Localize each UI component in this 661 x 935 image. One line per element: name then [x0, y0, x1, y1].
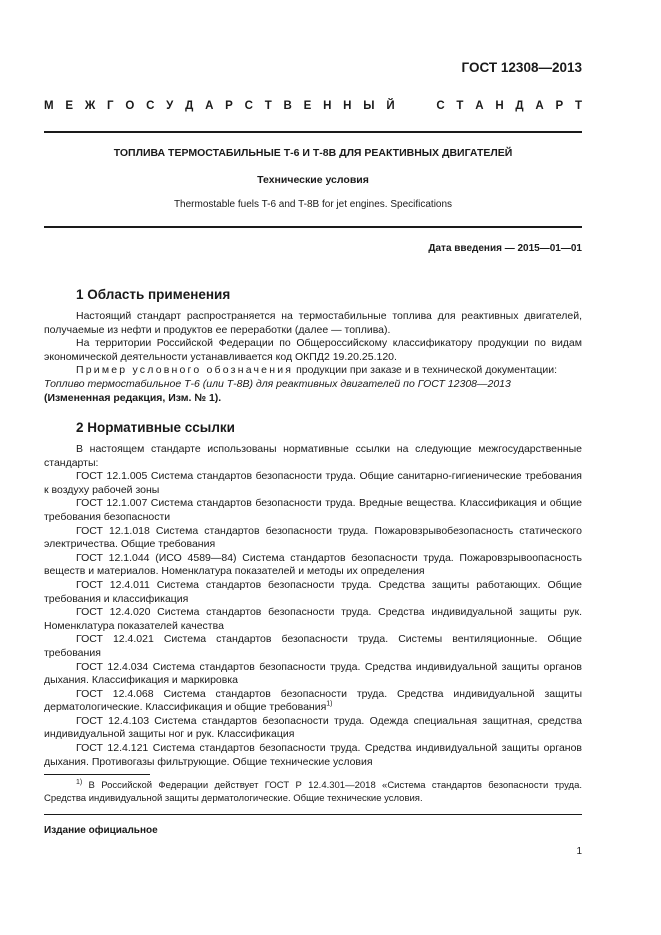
banner-letter: Р: [555, 100, 564, 112]
reference-item: [44, 688, 582, 715]
footnote-text: В Российской Федерации действует ГОСТ Р 12.4.301—2018 «Система стандартов безопасности труда. Средства индивидуальной защиты дерматологические. Общие технические условия.: [44, 780, 582, 804]
banner-letter: Т: [574, 100, 582, 112]
reference-item: ГОСТ 12.4.034 Система стандартов безопасности труда. Средства индивидуальной защиты органов дыхания. Классификация и маркировка: [44, 660, 582, 687]
footnote-number: 1): [76, 778, 83, 786]
section-1-heading: 1 Область применения: [76, 287, 231, 302]
header-rule: [44, 131, 582, 133]
gost-code: ГОСТ 12308—2013: [461, 60, 582, 75]
footnote-rule: [44, 774, 150, 775]
banner-letter: Е: [65, 100, 74, 112]
reference-item: ГОСТ 12.4.011 Система стандартов безопасности труда. Средства защиты работающих. Общие требования и классификация: [44, 578, 582, 605]
example-designation: Топливо термостабильное Т-6 (или Т-8В) для реактивных двигателей по ГОСТ 12308—2013: [44, 377, 511, 390]
reference-item: ГОСТ 12.1.005 Система стандартов безопасности труда. Общие санитарно-гигиенические требования к воздуху рабочей зоны: [44, 470, 582, 496]
banner-letter: Н: [343, 100, 352, 112]
footnote: [44, 779, 582, 805]
page-number: 1: [576, 846, 582, 857]
reference-item: ГОСТ 12.1.044 (ИСО 4589—84) Система стандартов безопасности труда. Пожаровзрывоопасность веществ и материалов. Номенклатура показателей и методы их определения: [44, 551, 582, 578]
banner-letter: С: [244, 100, 253, 112]
section-1-paragraph: На территории Российской Федерации по Общероссийскому классификатору продукции по видам экономической деятельности устанавливается код ОКПД2 19.20.25.120.: [44, 337, 582, 363]
banner-letter: Р: [225, 100, 233, 112]
document-subtitle: Технические условия: [257, 174, 369, 186]
banner-letter: Н: [323, 100, 332, 112]
banner-letter: М: [44, 100, 54, 112]
edition-rule: [44, 814, 582, 815]
banner-letter: Д: [185, 100, 194, 112]
banner-letter: Ы: [363, 100, 375, 112]
section-2-heading: 2 Нормативные ссылки: [76, 420, 235, 435]
designation-example: [44, 364, 582, 378]
interstate-standard-banner: [44, 100, 582, 112]
banner-letter: С: [436, 100, 445, 112]
reference-item: ГОСТ 12.4.021 Система стандартов безопасности труда. Системы вентиляционные. Общие требования: [44, 633, 582, 659]
reference-text: ГОСТ 12.4.068 Система стандартов безопасности труда. Средства индивидуальной защиты дерматологические. Классификация и общие требования: [44, 687, 582, 714]
introduction-date: Дата введения — 2015—01—01: [428, 243, 582, 254]
example-text: продукции при заказе и в технической документации:: [293, 364, 558, 377]
banner-letter: У: [166, 100, 174, 112]
banner-letter: Т: [456, 100, 464, 112]
banner-letter: [421, 100, 424, 112]
banner-letter: Ж: [84, 100, 96, 112]
banner-letter: Н: [495, 100, 504, 112]
reference-item: ГОСТ 12.4.103 Система стандартов безопасности труда. Одежда специальная защитная, средства индивидуальной защиты ног и рук. Классификация: [44, 714, 582, 741]
section-2-intro: В настоящем стандарте использованы нормативные ссылки на следующие межгосударственные стандарты:: [44, 443, 582, 469]
banner-letter: Й: [386, 100, 395, 112]
example-label: Пример условного обозначения: [76, 364, 294, 377]
reference-item: ГОСТ 12.4.020 Система стандартов безопасности труда. Средства индивидуальной защиты рук. Номенклатура показателей качества: [44, 606, 582, 632]
banner-letter: В: [283, 100, 292, 112]
reference-item: ГОСТ 12.1.007 Система стандартов безопасности труда. Вредные вещества. Классификация и общие требования безопасности: [44, 497, 582, 523]
banner-letter: О: [125, 100, 135, 112]
section-1-paragraph: Настоящий стандарт распространяется на термостабильные топлива для реактивных двигателей, получаемые из нефти и продуктов ее переработки (далее — топлива).: [44, 310, 582, 336]
reference-item: ГОСТ 12.4.121 Система стандартов безопасности труда. Средства индивидуальной защиты органов дыхания. Противогазы фильтрующие. Общие технические условия: [44, 742, 582, 768]
banner-letter: Е: [303, 100, 312, 112]
banner-letter: Д: [515, 100, 524, 112]
reference-item: ГОСТ 12.1.018 Система стандартов безопасности труда. Пожаровзрывобезопасность статического электричества. Общие требования: [44, 524, 582, 551]
section-1-body: [44, 310, 582, 405]
banner-letter: А: [535, 100, 544, 112]
footnote-marker: 1): [326, 700, 333, 708]
official-edition: Издание официальное: [44, 825, 158, 836]
banner-letter: [406, 100, 409, 112]
banner-letter: Г: [107, 100, 114, 112]
document-title: ТОПЛИВА ТЕРМОСТАБИЛЬНЫЕ Т-6 И Т-8В ДЛЯ РЕАКТИВНЫХ ДВИГАТЕЛЕЙ: [113, 147, 513, 159]
banner-letter: А: [475, 100, 484, 112]
banner-letter: С: [146, 100, 155, 112]
title-rule: [44, 226, 582, 228]
section-2-body: [44, 443, 582, 769]
english-title: Thermostable fuels T-6 and T-8B for jet engines. Specifications: [173, 199, 453, 210]
footnote-paragraph: [44, 779, 582, 805]
amendment-note: (Измененная редакция, Изм. № 1).: [44, 391, 222, 404]
banner-letter: Т: [264, 100, 272, 112]
banner-letter: А: [205, 100, 214, 112]
